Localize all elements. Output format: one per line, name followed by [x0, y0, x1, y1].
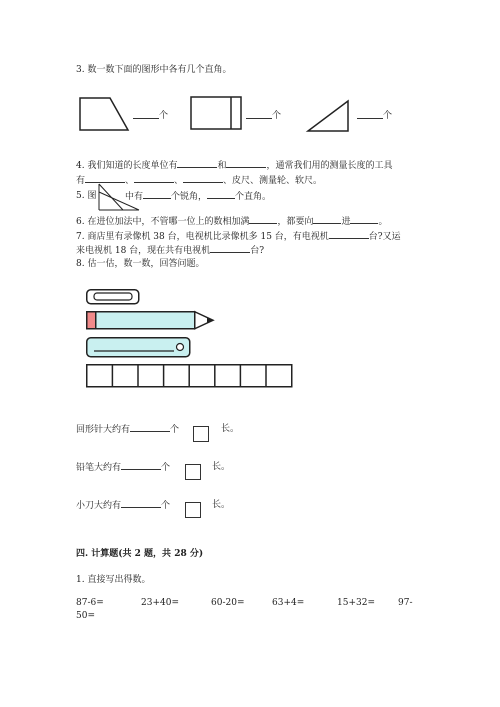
calc-item-1: 87-6=	[76, 598, 104, 608]
q4-text-a: 4. 我们知道的长度单位有	[76, 161, 178, 171]
pencil-figure	[86, 311, 216, 331]
unit-square-box	[185, 464, 201, 480]
rectangle-figure	[191, 97, 243, 131]
measuring-grid	[86, 364, 294, 388]
q4-text-d: 有	[76, 176, 86, 186]
answer-blank-knife[interactable]	[121, 497, 161, 508]
answer-blank-acute[interactable]	[143, 188, 171, 199]
clip-answer-line	[76, 421, 179, 435]
answer-blank-pencil[interactable]	[121, 459, 161, 470]
question-7-line-1	[76, 228, 401, 242]
q7-text-d: 台?	[250, 246, 265, 256]
answer-blank-tool-1[interactable]	[85, 172, 125, 183]
q5-text-mid: 中有	[125, 192, 144, 202]
trapezoid-figure	[80, 98, 130, 132]
calc-item-5: 15+32=	[337, 598, 375, 608]
pencil-text-a: 铅笔大约有	[76, 463, 122, 473]
q5-text-mid2: 个锐角，	[171, 192, 208, 202]
calc-item-2: 23+40=	[141, 598, 179, 608]
answer-blank-tool-2[interactable]	[134, 172, 174, 183]
section-4-q1: 1. 直接写出得数。	[76, 575, 151, 585]
q4-text-b: 和	[217, 161, 227, 171]
answer-blank-tool-3[interactable]	[183, 172, 223, 183]
answer-blank-tv-total[interactable]	[210, 242, 250, 253]
knife-text-b: 个	[161, 501, 171, 511]
paper-clip-figure	[86, 289, 140, 305]
clip-text-c: 长。	[221, 424, 240, 434]
section-4-title: 四. 计算题(共 2 题，共 28 分)	[76, 549, 204, 559]
q4-text-f: 、	[174, 176, 184, 186]
clip-text-a: 回形针大约有	[76, 425, 131, 435]
answer-blank-full[interactable]	[249, 213, 277, 224]
answer-blank-tv-count[interactable]	[329, 228, 369, 239]
q4-text-g: 、皮尺、测量轮、软尺。	[223, 176, 323, 186]
knife-text-c: 长。	[212, 500, 231, 510]
triangle-figure	[308, 101, 356, 133]
q7-text-c: 来电视机 18 台，现在共有电视机	[76, 246, 211, 256]
knife-figure	[86, 337, 192, 359]
q4-text-e: 、	[125, 176, 135, 186]
calc-item-4: 63+4=	[272, 598, 305, 608]
knife-text-a: 小刀大约有	[76, 501, 122, 511]
unit-square-box	[193, 426, 209, 442]
q6-text-b: ，都要向	[277, 217, 314, 227]
answer-blank-triangle[interactable]	[357, 108, 383, 119]
answer-blank-carry-amount[interactable]	[350, 213, 378, 224]
answer-blank-trapezoid[interactable]	[133, 108, 159, 119]
question-4-line-1	[76, 157, 392, 171]
unit-label-2: 个	[272, 111, 282, 121]
calc-item-6-wrap: 50=	[76, 611, 95, 621]
question-5-text	[125, 188, 271, 202]
question-8-text: 8. 估一估，数一数，回答问题。	[76, 259, 205, 269]
unit-square-box	[185, 502, 201, 518]
q6-text-a: 6. 在进位加法中，不管哪一位上的数相加满	[76, 217, 250, 227]
calc-item-6: 97-	[398, 598, 413, 608]
question-6-line	[76, 213, 388, 227]
pencil-text-b: 个	[161, 463, 171, 473]
pencil-text-c: 长。	[212, 462, 231, 472]
answer-blank-rectangle[interactable]	[246, 108, 272, 119]
answer-blank-unit-2[interactable]	[226, 157, 266, 168]
unit-label-3: 个	[383, 111, 393, 121]
q5-text-suffix: 个直角。	[235, 192, 272, 202]
question-3-text: 3. 数一数下面的图形中各有几个直角。	[76, 65, 232, 75]
q7-text-a: 7. 商店里有录像机 38 台，电视机比录像机多 15 台，有电视机	[76, 232, 329, 242]
knife-answer-line	[76, 497, 170, 511]
q6-text-c: 进	[341, 217, 351, 227]
clip-text-b: 个	[170, 425, 180, 435]
answer-blank-unit-1[interactable]	[177, 157, 217, 168]
q6-text-d: 。	[378, 217, 388, 227]
q4-text-c: ，通常我们用的测量长度的工具	[266, 161, 393, 171]
q7-text-b: 台?又运	[368, 232, 401, 242]
q5-prefix: 5. 图	[76, 191, 97, 201]
calc-item-3: 60-20=	[211, 598, 245, 608]
pencil-answer-line	[76, 459, 170, 473]
answer-blank-carry-to[interactable]	[313, 213, 341, 224]
answer-blank-clip[interactable]	[130, 421, 170, 432]
question-7-line-2	[76, 242, 264, 256]
unit-label-1: 个	[159, 111, 169, 121]
answer-blank-right[interactable]	[207, 188, 235, 199]
